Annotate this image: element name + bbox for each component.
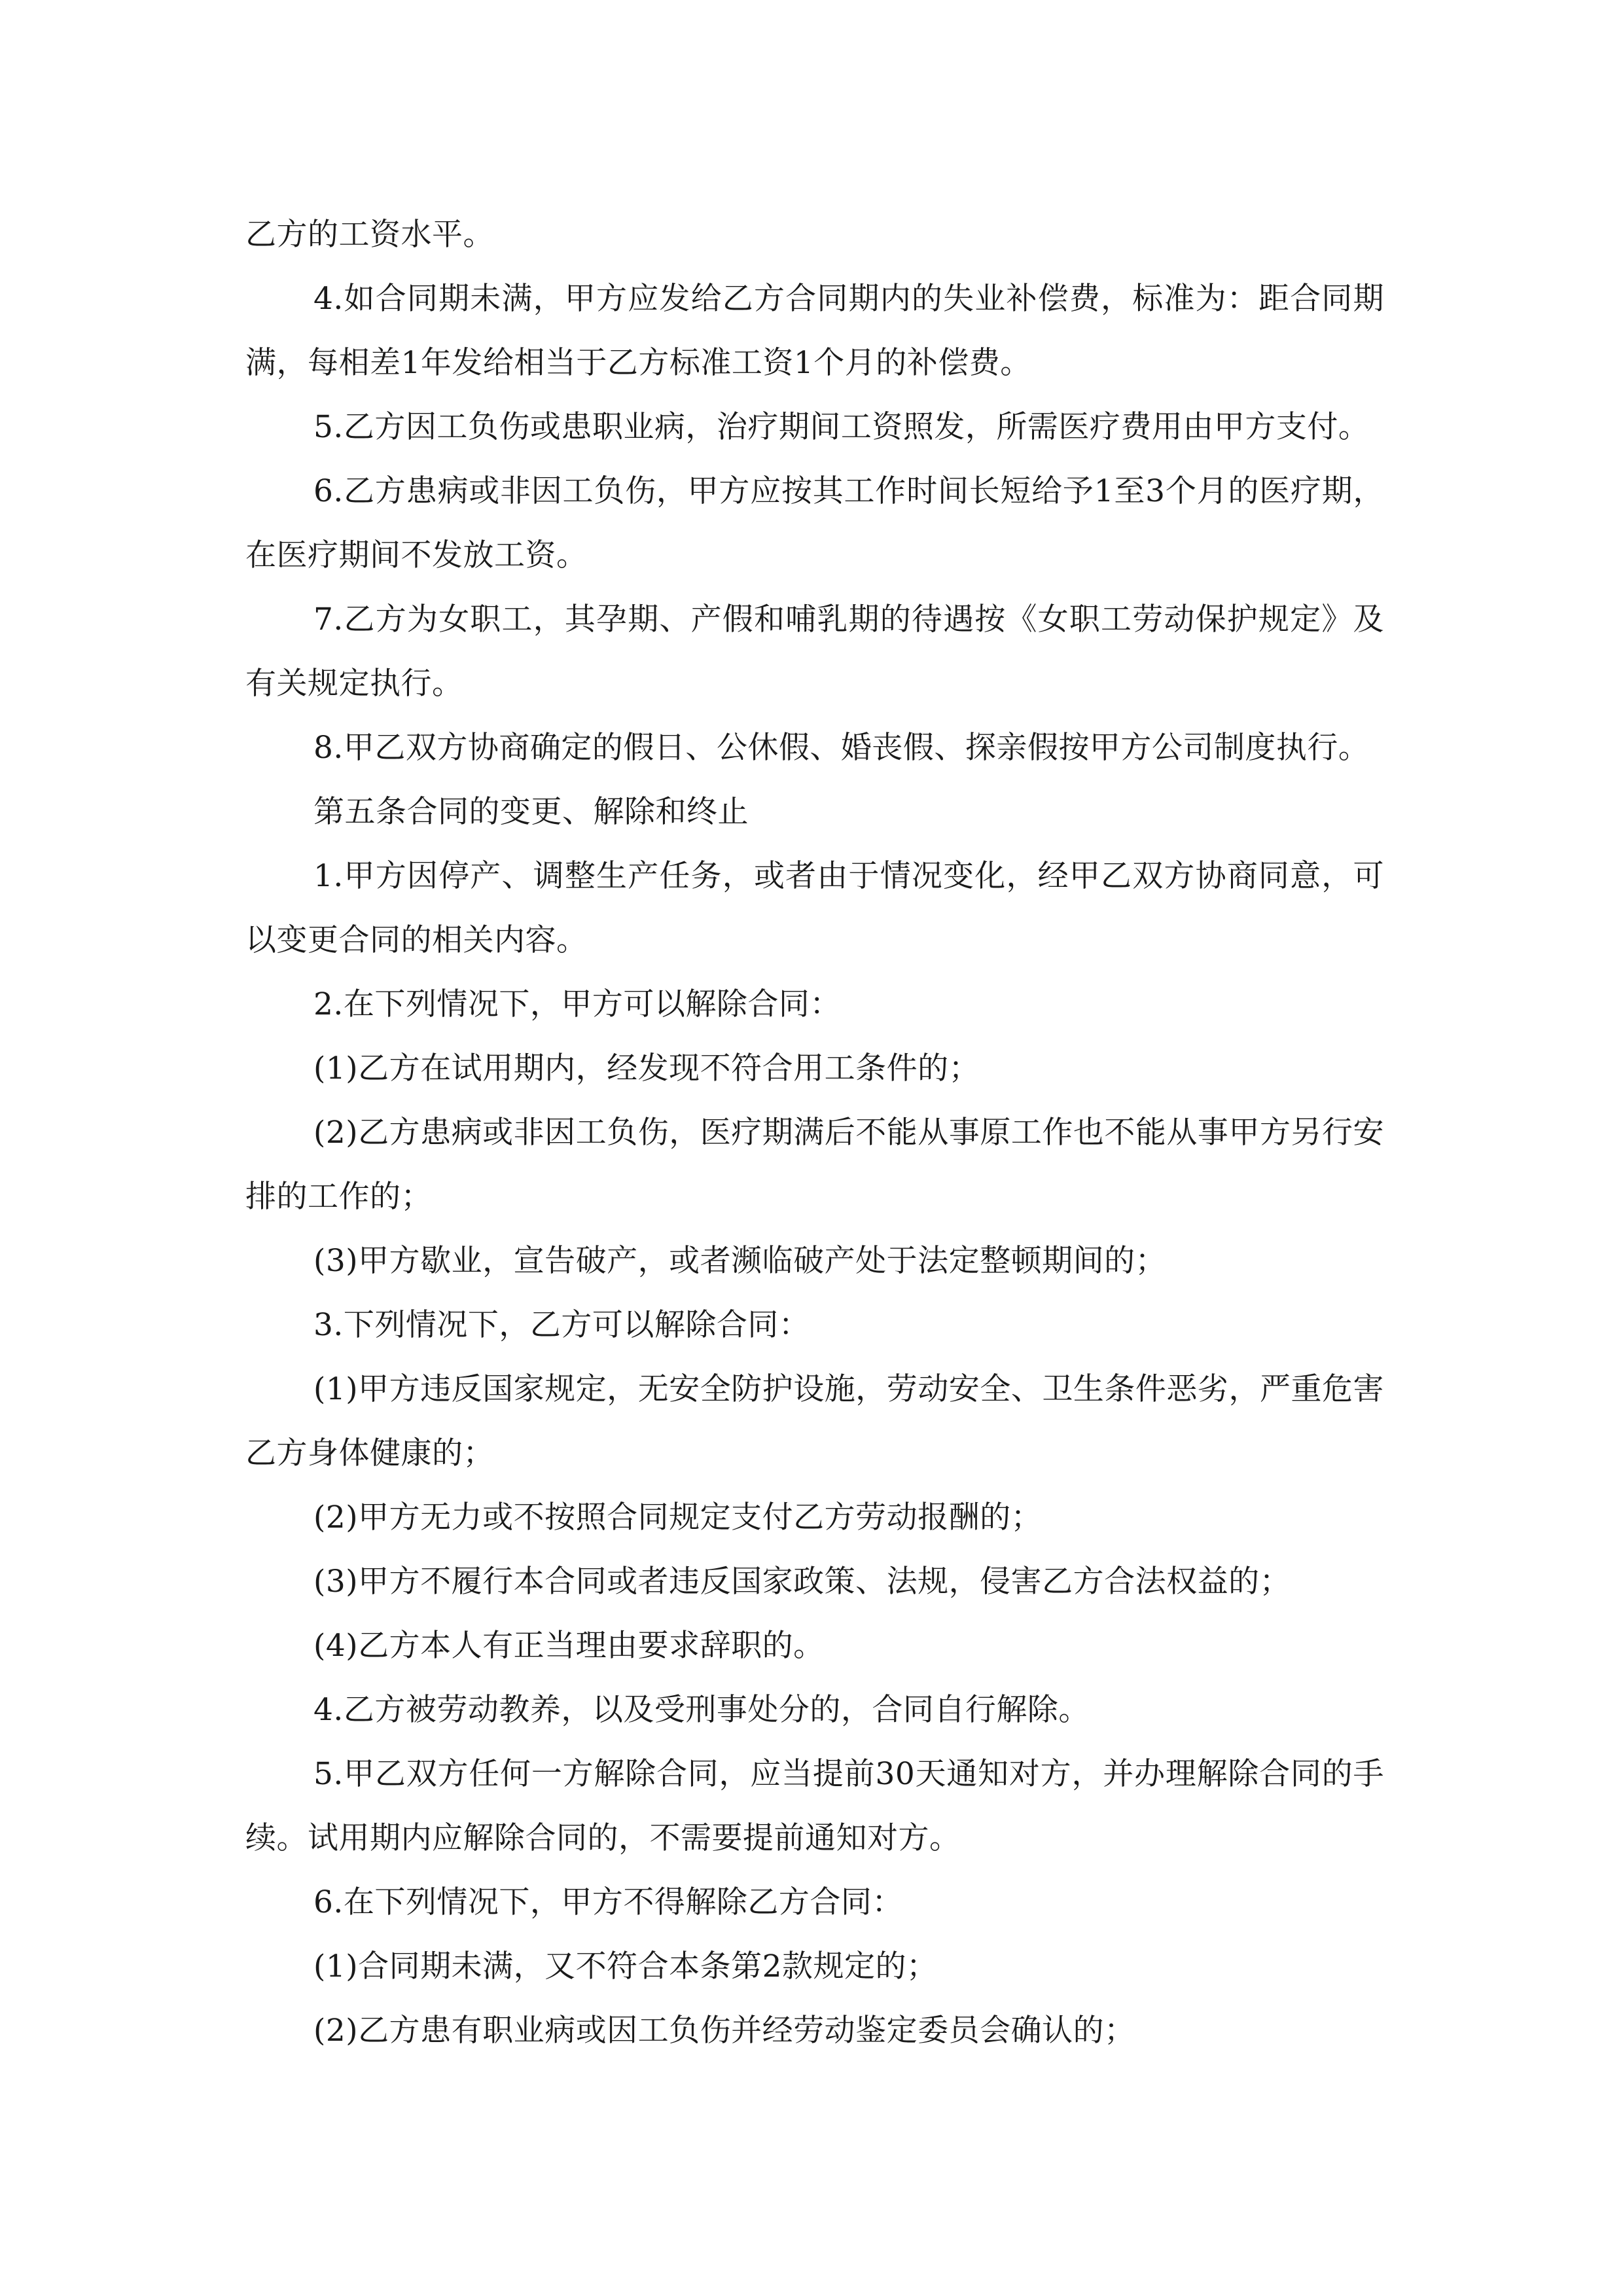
paragraph-clause-8-holidays: 8.甲乙双方协商确定的假日、公休假、婚丧假、探亲假按甲方公司制度执行。 [313,730,1370,766]
paragraph-clause-7-female-workers: 7.乙方为女职工，其孕期、产假和哺乳期的待遇按《女职工劳动保护规定》及有关规定执行。 [245,601,1384,702]
document-page [245,203,1384,2063]
paragraph-art5-clause-6: 6.在下列情况下，甲方不得解除乙方合同： [313,1884,903,1920]
list-item-art5-6-1: (1)合同期未满，又不符合本条第2款规定的； [313,1948,938,1984]
paragraph-wage-level: 乙方的工资水平。 [245,217,494,253]
paragraph-art5-clause-2: 2.在下列情况下，甲方可以解除合同： [313,986,841,1022]
list-item-art5-2-3: (3)甲方歇业，宣告破产，或者濒临破产处于法定整顿期间的； [313,1243,1167,1279]
list-item-art5-6-2: (2)乙方患有职业病或因工负伤并经劳动鉴定委员会确认的； [313,2013,1135,2049]
list-item-art5-3-2: (2)甲方无力或不按照合同规定支付乙方劳动报酬的； [313,1499,1043,1535]
paragraph-clause-5-work-injury: 5.乙方因工负伤或患职业病，治疗期间工资照发，所需医疗费用由甲方支付。 [313,409,1370,445]
paragraph-art5-clause-4: 4.乙方被劳动教养，以及受刑事处分的，合同自行解除。 [313,1692,1090,1728]
paragraph-art5-clause-1: 1.甲方因停产、调整生产任务，或者由于情况变化，经甲乙双方协商同意，可以变更合同的相关内容。 [245,858,1384,958]
list-item-art5-2-1: (1)乙方在试用期内，经发现不符合用工条件的； [313,1050,980,1086]
list-item-art5-3-4: (4)乙方本人有正当理由要求辞职的。 [313,1628,825,1664]
list-item-art5-2-2: (2)乙方患病或非因工负伤，医疗期满后不能从事原工作也不能从事甲方另行安排的工作的； [245,1115,1384,1215]
paragraph-clause-4-unemployment-compensation: 4.如合同期未满，甲方应发给乙方合同期内的失业补偿费，标准为：距合同期满，每相差1年发给相当于乙方标准工资1个月的补偿费。 [245,281,1384,381]
list-item-art5-3-3: (3)甲方不履行本合同或者违反国家政策、法规，侵害乙方合法权益的； [313,1564,1291,1600]
paragraph-art5-clause-3: 3.下列情况下，乙方可以解除合同： [313,1307,810,1343]
paragraph-art5-clause-5: 5.甲乙双方任何一方解除合同，应当提前30天通知对方，并办理解除合同的手续。试用期内应解除合同的，不需要提前通知对方。 [245,1756,1384,1856]
paragraph-clause-6-sick-leave: 6.乙方患病或非因工负伤，甲方应按其工作时间长短给予1至3个月的医疗期，在医疗期间不发放工资。 [245,473,1384,573]
list-item-art5-3-1: (1)甲方违反国家规定，无安全防护设施，劳动安全、卫生条件恶劣，严重危害乙方身体健康的； [245,1371,1384,1471]
section-heading-article-5: 第五条合同的变更、解除和终止 [313,794,749,830]
